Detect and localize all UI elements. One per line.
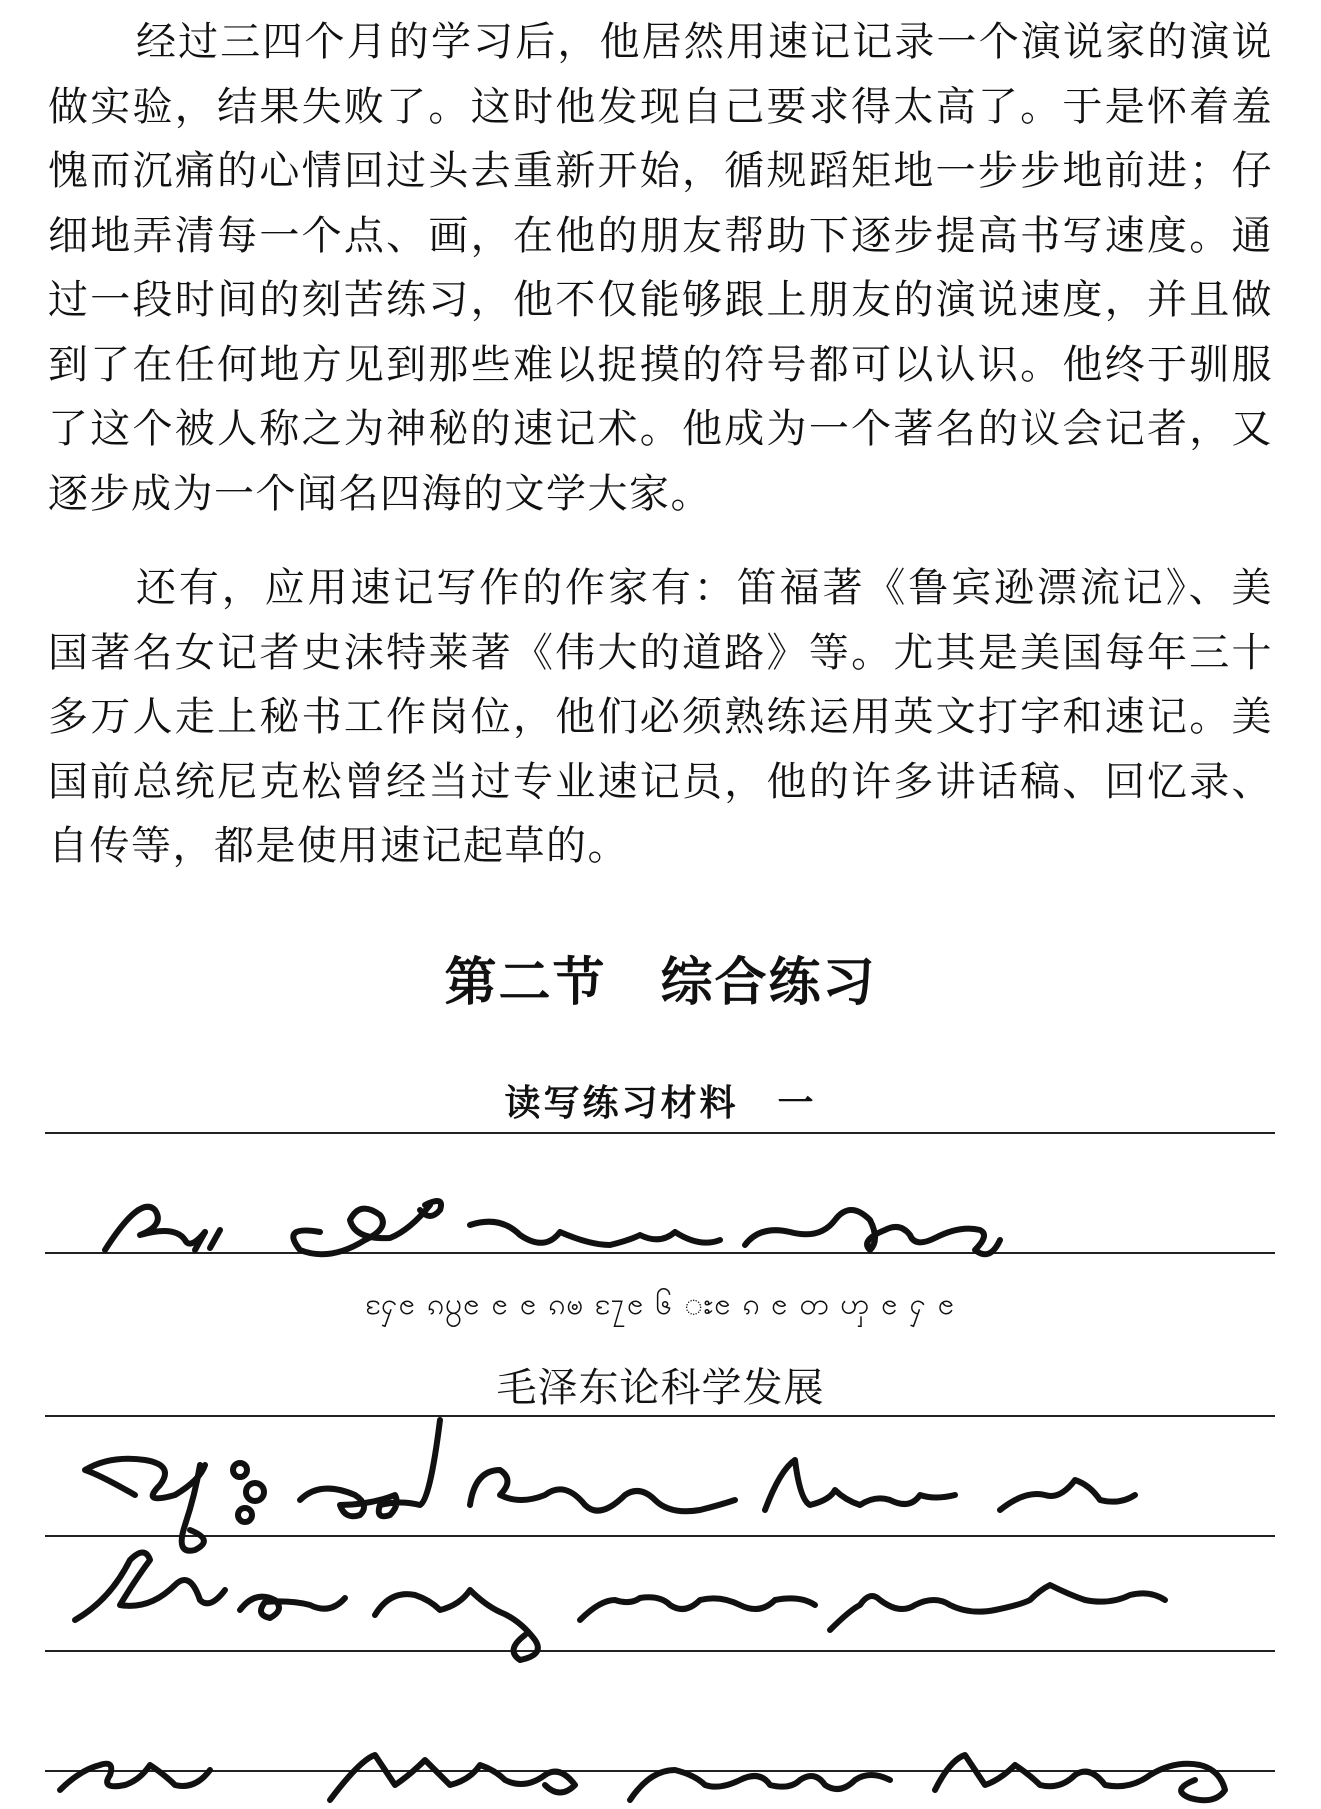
shorthand-stroke xyxy=(935,1755,1225,1800)
shorthand-stroke xyxy=(60,1764,210,1790)
body-paragraph: 经过三四个月的学习后，他居然用速记记录一个演说家的演说做实验，结果失败了。这时他发现自己要求得太高了。于是怀着羞愧而沉痛的心情回过头去重新开始，循规蹈矩地一步步地前进；仔细地弄清每一个点、画，在他的朋友帮助下逐步提高书写速度。通过一段时间的刻苦练习，他不仅能够跟上朋友的演说速度，并且做到了在任何地方见到那些难以捉摸的符号都可以认识。他终于驯服了这个被人称之为神秘的速记术。他成为一个著名的议会记者，又逐步成为一个闻名四海的文学大家。 xyxy=(48,19,1273,517)
shorthand-stroke xyxy=(765,1460,955,1510)
shorthand-transliteration: ႁႄၔ ၵ႘ၔ ၔ ၔ ၵၑ ႗ႄၔ ၆ ႊၔ ၵ ၔ တ ၯ ၔ ႁ ၔ xyxy=(365,1287,956,1322)
shorthand-stroke xyxy=(330,1755,575,1800)
body-paragraph: 还有，应用速记写作的作家有：笛福著《鲁宾逊漂流记》、美国著名女记者史沫特莱著《伟大的道路》等。尤其是美国每年三十多万人走上秘书工作岗位，他们必须熟练运用英文打字和速记。美国前总统尼克松曾经当过专业速记员，他的许多讲话稿、回忆录、自传等，都是使用速记起草的。 xyxy=(48,565,1273,869)
shorthand-stroke xyxy=(830,1585,1165,1630)
shorthand-stroke xyxy=(195,1230,220,1250)
shorthand-stroke xyxy=(75,1553,225,1621)
shorthand-stroke xyxy=(300,1420,440,1516)
shorthand-stroke xyxy=(470,1222,720,1245)
shorthand-stroke xyxy=(745,1210,1000,1254)
section-title: 第二节 综合练习 xyxy=(444,952,877,1013)
shorthand-stroke xyxy=(1000,1480,1135,1510)
shorthand-stroke xyxy=(182,1465,204,1551)
shorthand-stroke xyxy=(630,1770,890,1800)
shorthand-stroke xyxy=(240,1597,345,1618)
shorthand-stroke xyxy=(470,1470,735,1511)
shorthand-stroke xyxy=(375,1590,538,1660)
shorthand-stroke xyxy=(580,1597,815,1620)
exercise-caption: 毛泽东论科学发展 xyxy=(496,1365,825,1411)
shorthand-stroke xyxy=(85,1459,205,1499)
shorthand-stroke xyxy=(105,1207,205,1250)
exercise-title: 读写练习材料 一 xyxy=(504,1083,817,1124)
shorthand-stroke xyxy=(293,1205,430,1254)
